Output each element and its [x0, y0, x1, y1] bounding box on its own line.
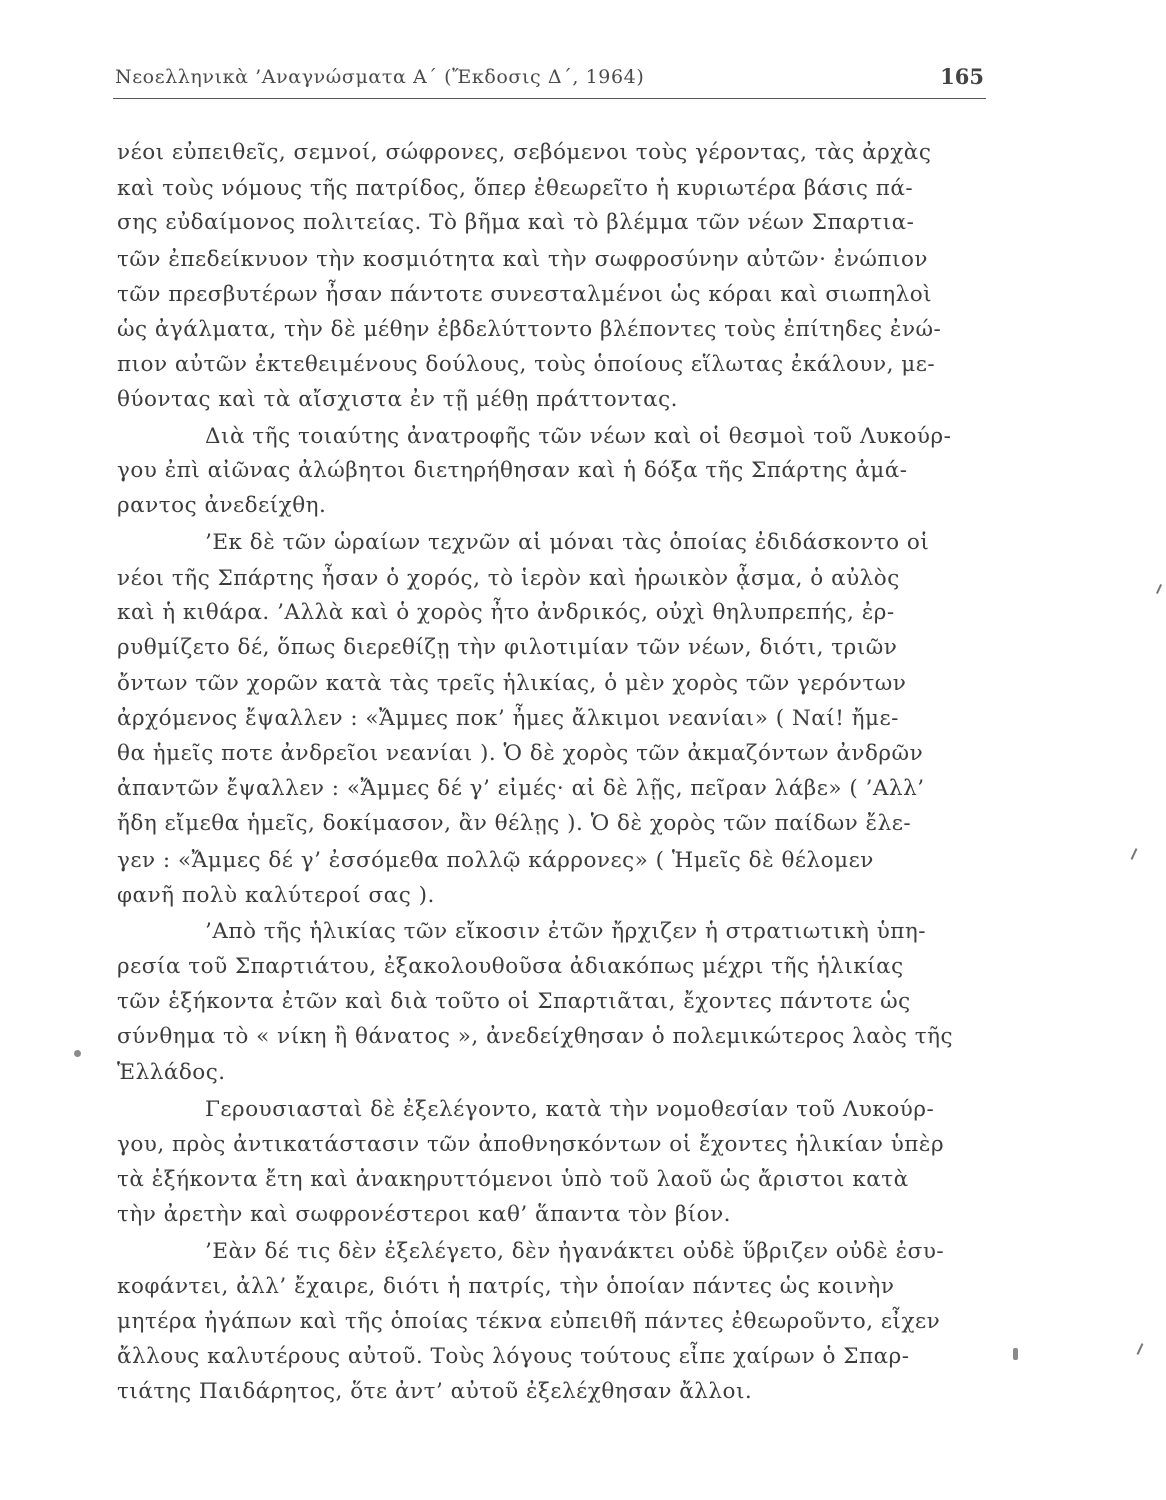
running-header	[113, 62, 986, 99]
text-line: γεν : «Ἄμμες δέ γ’ ἐσσόμεθα πολλῷ κάρρονες» ( Ἡμεῖς δὲ θέλομεν	[117, 848, 874, 873]
scan-mark	[1131, 848, 1138, 860]
text-line: γου ἐπὶ αἰῶνας ἀλώβητοι διετηρήθησαν καὶ ἡ δόξα τῆς Σπάρτης ἀμά-	[117, 458, 908, 483]
text-line: ἀρχόμενος ἔψαλλεν : «Ἄμμες ποκ’ ἦμες ἄλκιμοι νεανίαι» ( Ναί! ἤμε-	[117, 706, 899, 731]
text-line: τὴν ἀρετὴν καὶ σωφρονέστεροι καθ’ ἅπαντα τὸν βίον.	[117, 1202, 731, 1227]
text-line: μητέρα ἠγάπων καὶ τῆς ὁποίας τέκνα εὐπειθῆ πάντες ἐθεωροῦντο, εἶχεν	[117, 1309, 941, 1334]
header-title: Νεοελληνικὰ ’Αναγνώσματα Α΄ (Ἔκδοσις Δ΄, 1964)	[115, 66, 645, 88]
text-line: τῶν ἐπεδείκνυον τὴν κοσμιότητα καὶ τὴν σωφροσύνην αὐτῶν· ἐνώπιον	[117, 247, 928, 272]
page-number: 165	[940, 64, 984, 89]
text-line: ἤδη εἴμεθα ἡμεῖς, δοκίμασον, ἂν θέλῃς ). Ὁ δὲ χορὸς τῶν παίδων ἔλε-	[117, 811, 912, 836]
scan-mark	[1156, 584, 1162, 594]
text-line: τιάτης Παιδάρητος, ὅτε ἀντ’ αὐτοῦ ἐξελέχθησαν ἄλλοι.	[117, 1379, 753, 1404]
text-line: ρυθμίζετο δέ, ὅπως διερεθίζῃ τὴν φιλοτιμίαν τῶν νέων, διότι, τριῶν	[117, 635, 898, 660]
text-line: καὶ τοὺς νόμους τῆς πατρίδος, ὅπερ ἐθεωρεῖτο ἡ κυριωτέρα βάσις πά-	[117, 176, 914, 201]
text-line: σης εὐδαίμονος πολιτείας. Τὸ βῆμα καὶ τὸ βλέμμα τῶν νέων Σπαρτια-	[117, 210, 915, 235]
text-line: ἀπαντῶν ἔψαλλεν : «Ἄμμες δέ γ’ εἰμές· αἰ δὲ λῇς, πεῖραν λάβε» ( ’Αλλ’	[117, 776, 925, 801]
text-line: νέοι τῆς Σπάρτης ἦσαν ὁ χορός, τὸ ἱερὸν καὶ ἡρωικὸν ᾆσμα, ὁ αὐλὸς	[117, 566, 900, 591]
text-line: ’Απὸ τῆς ἡλικίας τῶν εἴκοσιν ἐτῶν ἤρχιζεν ἡ στρατιωτικὴ ὑπη-	[205, 919, 927, 944]
text-line: ρεσία τοῦ Σπαρτιάτου, ἐξακολουθοῦσα ἀδιακόπως μέχρι τῆς ἡλικίας	[117, 954, 904, 979]
text-line: τῶν πρεσβυτέρων ἦσαν πάντοτε συνεσταλμένοι ὡς κόραι καὶ σιωπηλοὶ	[117, 282, 933, 307]
text-line: ἄλλους καλυτέρους αὐτοῦ. Τοὺς λόγους τούτους εἶπε χαίρων ὁ Σπαρ-	[117, 1344, 910, 1369]
text-line: πιον αὐτῶν ἐκτεθειμένους δούλους, τοὺς ὁποίους εἵλωτας ἐκάλουν, με-	[117, 352, 936, 377]
scan-speck	[1013, 1348, 1018, 1360]
text-line: τῶν ἑξήκοντα ἐτῶν καὶ διὰ τοῦτο οἱ Σπαρτιᾶται, ἔχοντες πάντοτε ὡς	[117, 989, 911, 1014]
text-line: φανῆ πολὺ καλύτεροί σας ).	[117, 883, 435, 908]
text-line: Ἑλλάδος.	[117, 1060, 226, 1085]
text-line: ’Εὰν δέ τις δὲν ἐξελέγετο, δὲν ἠγανάκτει οὐδὲ ὕβριζεν οὐδὲ ἐσυ-	[205, 1239, 945, 1264]
scan-mark	[1137, 1343, 1144, 1355]
text-line: ’Εκ δὲ τῶν ὡραίων τεχνῶν αἱ μόναι τὰς ὁποίας ἐδιδάσκοντο οἱ	[205, 530, 930, 555]
text-line: κοφάντει, ἀλλ’ ἔχαιρε, διότι ἡ πατρίς, τὴν ὁποίαν πάντες ὡς κοινὴν	[117, 1274, 895, 1299]
text-line: ὄντων τῶν χορῶν κατὰ τὰς τρεῖς ἡλικίας, ὁ μὲν χορὸς τῶν γερόντων	[117, 671, 907, 696]
text-line: ὡς ἀγάλματα, τὴν δὲ μέθην ἐβδελύττοντο βλέποντες τοὺς ἐπίτηδες ἐνώ-	[117, 317, 942, 342]
text-line: Διὰ τῆς τοιαύτης ἀνατροφῆς τῶν νέων καὶ οἱ θεσμοὶ τοῦ Λυκούρ-	[205, 424, 952, 449]
scan-speck	[74, 1050, 81, 1057]
text-line: ραντος ἀνεδείχθη.	[117, 493, 327, 518]
text-line: γου, πρὸς ἀντικατάστασιν τῶν ἀποθνησκόντων οἱ ἔχοντες ἡλικίαν ὑπὲρ	[117, 1132, 945, 1157]
text-line: Γερουσιασταὶ δὲ ἐξελέγοντο, κατὰ τὴν νομοθεσίαν τοῦ Λυκούρ-	[205, 1097, 935, 1122]
text-line: σύνθημα τὸ « νίκη ἢ θάνατος », ἀνεδείχθησαν ὁ πολεμικώτερος λαὸς τῆς	[117, 1024, 954, 1049]
text-line: νέοι εὐπειθεῖς, σεμνοί, σώφρονες, σεβόμενοι τοὺς γέροντας, τὰς ἀρχὰς	[117, 140, 932, 165]
text-line: θα ἡμεῖς ποτε ἀνδρεῖοι νεανίαι ). Ὁ δὲ χορὸς τῶν ἀκμαζόντων ἀνδρῶν	[117, 741, 924, 766]
text-line: θύοντας καὶ τὰ αἴσχιστα ἐν τῇ μέθῃ πράττοντας.	[117, 387, 678, 412]
text-line: τὰ ἑξήκοντα ἔτη καὶ ἀνακηρυττόμενοι ὑπὸ τοῦ λαοῦ ὡς ἄριστοι κατὰ	[117, 1167, 909, 1192]
text-line: καὶ ἡ κιθάρα. ’Αλλὰ καὶ ὁ χορὸς ἦτο ἀνδρικός, οὐχὶ θηλυπρεπής, ἐρ-	[117, 600, 895, 625]
